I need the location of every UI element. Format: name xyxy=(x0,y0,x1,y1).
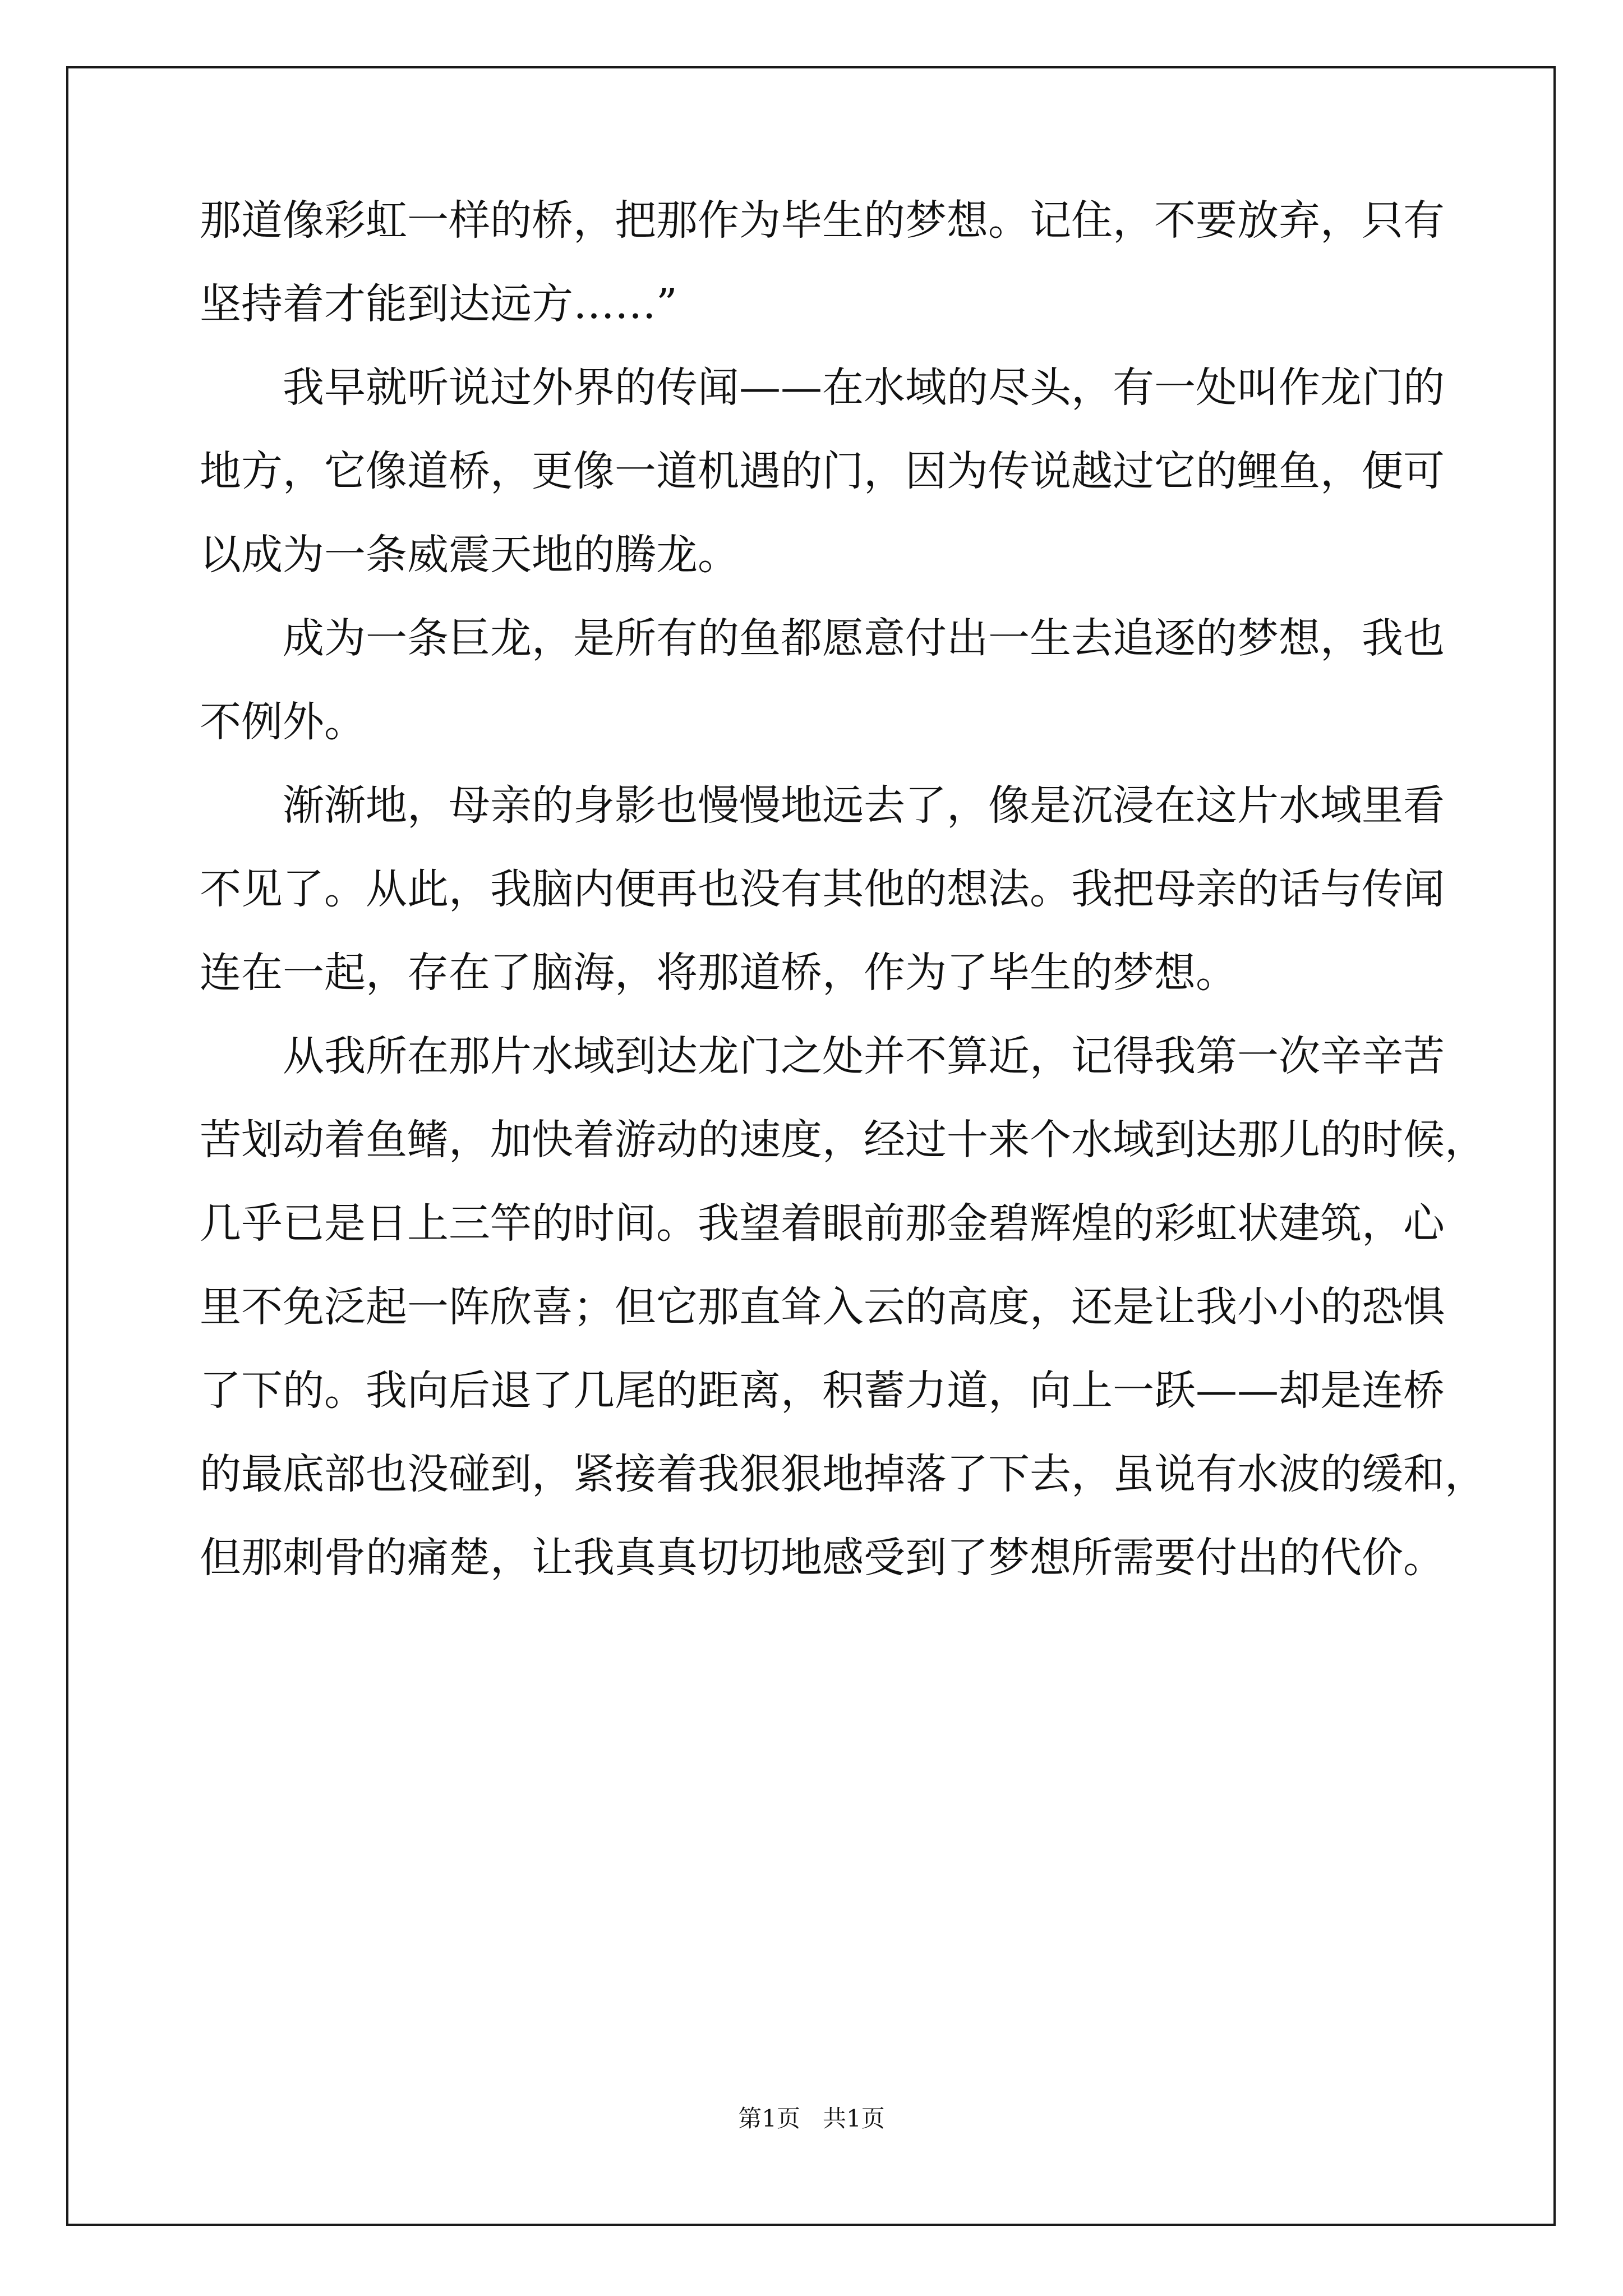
text-line: 我早就听说过外界的传闻——在水域的尽头，有一处叫作龙门的 xyxy=(283,364,1445,412)
page-footer xyxy=(0,2105,1623,2133)
text-line: 坚持着才能到达远方……” xyxy=(200,280,677,328)
text-line: 几乎已是日上三竿的时间。我望着眼前那金碧辉煌的彩虹状建筑，心 xyxy=(200,1199,1445,1248)
text-line: 不例外。 xyxy=(200,698,366,746)
text-line: 不见了。从此，我脑内便再也没有其他的想法。我把母亲的话与传闻 xyxy=(200,865,1445,913)
text-line: 渐渐地，母亲的身影也慢慢地远去了，像是沉浸在这片水域里看 xyxy=(283,781,1445,830)
document-body xyxy=(200,196,1486,1621)
text-line: 从我所在那片水域到达龙门之处并不算近，记得我第一次辛辛苦 xyxy=(283,1032,1445,1080)
text-line: 了下的。我向后退了几尾的距离，积蓄力道，向上一跃——却是连桥 xyxy=(200,1366,1445,1415)
text-line: 那道像彩虹一样的桥，把那作为毕生的梦想。记住，不要放弃，只有 xyxy=(200,196,1445,245)
page-number: 第1页 xyxy=(738,2105,800,2132)
text-line: 苦划动着鱼鳍，加快着游动的速度，经过十来个水域到达那儿的时候， xyxy=(200,1116,1486,1164)
text-line: 里不免泛起一阵欣喜；但它那直耸入云的高度，还是让我小小的恐惧 xyxy=(200,1283,1445,1331)
page-total: 共1页 xyxy=(823,2105,885,2132)
text-line: 但那刺骨的痛楚，让我真真切切地感受到了梦想所需要付出的代价。 xyxy=(200,1534,1445,1582)
text-line: 地方，它像道桥，更像一道机遇的门，因为传说越过它的鲤鱼，便可 xyxy=(200,447,1445,495)
text-line: 成为一条巨龙，是所有的鱼都愿意付出一生去追逐的梦想，我也 xyxy=(283,614,1445,662)
text-line: 的最底部也没碰到，紧接着我狠狠地掉落了下去，虽说有水波的缓和， xyxy=(200,1450,1486,1498)
text-line: 连在一起，存在了脑海，将那道桥，作为了毕生的梦想。 xyxy=(200,949,1237,997)
text-line: 以成为一条威震天地的腾龙。 xyxy=(200,531,739,579)
